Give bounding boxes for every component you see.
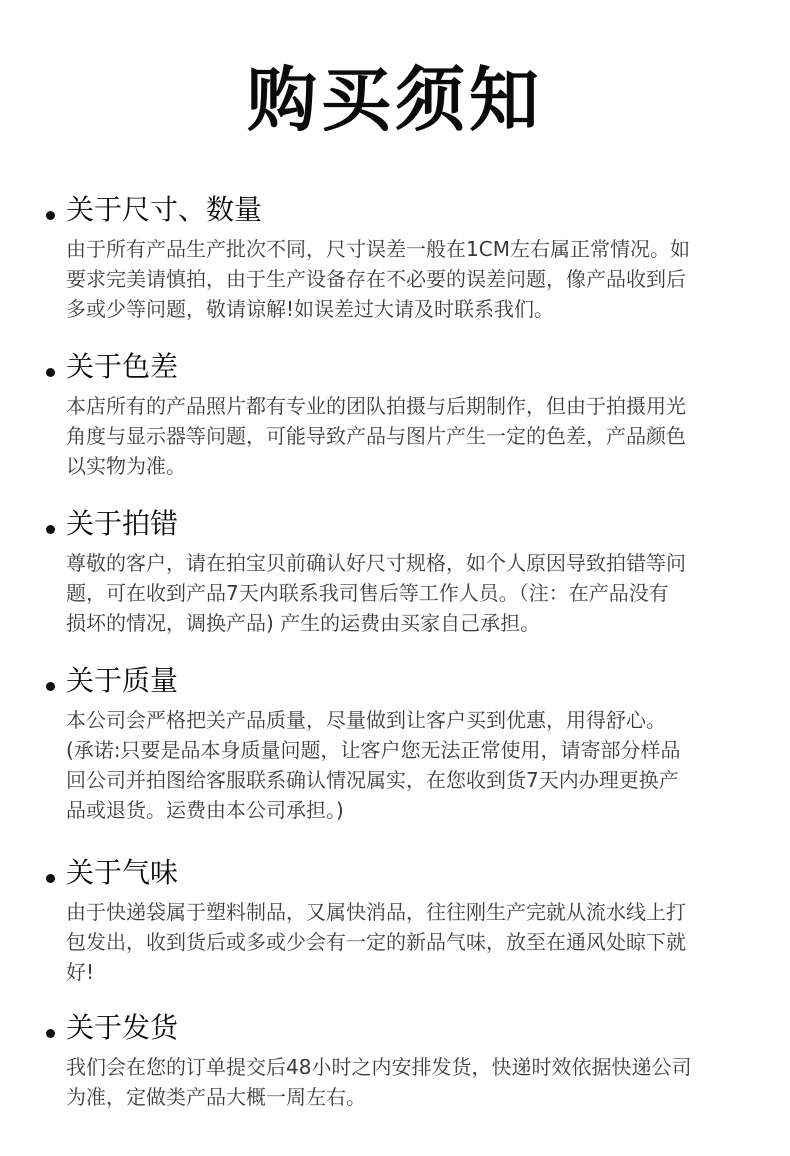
page-title: 购买须知 [247,59,543,141]
section-header [46,1008,756,1048]
section-header [46,190,756,230]
section-heading: 关于拍错 [66,507,179,540]
section-header [46,347,756,387]
section-color-difference [46,347,756,481]
section-body-line: 回公司并拍图给客服联系确认情况属实，在您收到货7天内办理更换产 [66,768,679,792]
section-body-line: 以实物为准。 [66,454,186,478]
section-body-line: 多或少等问题，敬请谅解!如误差过大请及时联系我们。 [66,297,555,321]
section-body-line: (承诺:只要是品本身质量问题，让客户您无法正常使用，请寄部分样品 [66,738,681,762]
section-body-line: 由于快递袋属于塑料制品，又属快消品，往往刚生产完就从流水线上打 [66,900,686,924]
section-body [66,234,746,324]
bullet-dot-icon [46,211,55,220]
section-body [66,1052,746,1112]
section-body-line: 本公司会严格把关产品质量，尽量做到让客户买到优惠，用得舒心。 [66,708,666,732]
bullet-dot-icon [46,1029,55,1038]
section-heading: 关于气味 [66,856,179,889]
section-body-line: 损坏的情况，调换产品) 产生的运费由买家自己承担。 [66,611,541,635]
section-body-line: 尊敬的客户，请在拍宝贝前确认好尺寸规格，如个人原因导致拍错等问 [66,551,686,575]
section-body-line: 题，可在收到产品7天内联系我司售后等工作人员。（注：在产品没有 [66,581,669,605]
section-heading: 关于尺寸、数量 [66,193,263,226]
section-header [46,853,756,893]
section-odor [46,853,756,987]
section-body-line: 由于所有产品生产批次不同，尺寸误差一般在1CM左右属正常情况。如 [66,237,690,261]
section-body [66,705,746,825]
section-body-line: 要求完美请慎拍，由于生产设备存在不必要的误差问题，像产品收到后 [66,267,686,291]
section-body-line: 角度与显示器等问题，可能导致产品与图片产生一定的色差，产品颜色 [66,424,686,448]
section-heading: 关于质量 [66,664,179,697]
section-body [66,548,746,638]
section-heading: 关于色差 [66,350,179,383]
section-body-line: 品或退货。运费由本公司承担。) [66,798,344,822]
section-body-line: 我们会在您的订单提交后48小时之内安排发货，快递时效依据快递公司 [66,1055,692,1079]
bullet-dot-icon [46,368,55,377]
section-body-line: 包发出，收到货后或多或少会有一定的新品气味，放至在通风处晾下就 [66,930,686,954]
section-wrong-order [46,504,756,638]
section-header [46,661,756,701]
section-quality [46,661,756,825]
section-header [46,504,756,544]
section-heading: 关于发货 [66,1011,179,1044]
section-size-quantity [46,190,756,324]
bullet-dot-icon [46,682,55,691]
section-body-line: 好! [66,960,95,984]
section-body-line: 本店所有的产品照片都有专业的团队拍摄与后期制作，但由于拍摄用光 [66,394,686,418]
section-body [66,897,746,987]
section-body [66,391,746,481]
section-shipping [46,1008,756,1112]
bullet-dot-icon [46,525,55,534]
bullet-dot-icon [46,874,55,883]
section-body-line: 为准，定做类产品大概一周左右。 [66,1085,366,1109]
